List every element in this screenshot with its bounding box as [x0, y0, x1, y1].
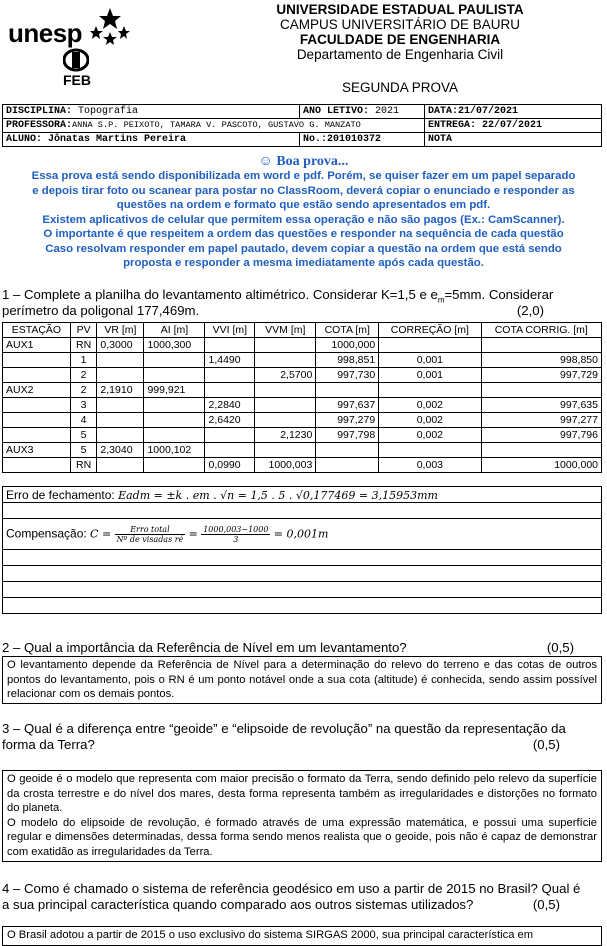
table-cell [205, 338, 255, 353]
table-cell: 3 [70, 398, 97, 413]
table-cell [97, 413, 144, 428]
col-correcao: CORREÇÃO [m] [379, 323, 481, 338]
table-cell: 999,921 [144, 383, 205, 398]
table-cell [144, 398, 205, 413]
blank-line [3, 566, 602, 582]
table-cell: 1000,300 [144, 338, 205, 353]
aluno-cell: ALUNO: Jônatas Martins Pereira [3, 133, 300, 147]
notice-line-2: e depois tirar foto ou scanear para postar no ClassRoom, deverá copiar o enunciado e responder as [32, 184, 575, 197]
table-cell: 0,3000 [97, 338, 144, 353]
blank-line [3, 582, 602, 598]
table-cell: 998,851 [316, 353, 379, 368]
table-row [3, 458, 602, 473]
q3-text-line-2: forma da Terra? (0,5) [2, 737, 560, 752]
table-cell: 2,6420 [205, 413, 255, 428]
table-cell [205, 443, 255, 458]
table-cell: RN [70, 338, 97, 353]
blank-line [3, 503, 602, 519]
table-cell: 1 [70, 353, 97, 368]
q2-text: 2 – Qual a importância da Referência de Nível em um levantamento? (0,5) [2, 640, 574, 655]
table-cell [255, 338, 316, 353]
faculty-name: FACULDADE DE ENGENHARIA [299, 32, 501, 47]
table-cell [144, 428, 205, 443]
table-cell: AUX3 [3, 443, 71, 458]
table-cell: 4 [70, 413, 97, 428]
q4-answer: O Brasil adotou a partir de 2015 o uso exclusivo do sistema SIRGAS 2000, sua principal característica em [2, 926, 602, 946]
closure-error-formula: Eadm = ±k . em . √n = 1,5 . 5 . √0,177469 = 3,15953mm [118, 488, 438, 502]
table-cell: 0,002 [379, 413, 481, 428]
table-cell: 2,2840 [205, 398, 255, 413]
student-info-table [2, 104, 602, 147]
col-cota-corrig: COTA CORRIG. [m] [481, 323, 601, 338]
table-cell [255, 353, 316, 368]
table-cell: 997,796 [481, 428, 601, 443]
feb-mark-icon [63, 48, 89, 72]
numero-cell: No.:201010372 [300, 133, 425, 147]
table-cell: 5 [70, 428, 97, 443]
notice-line-4: Existem aplicativos de celular que permitem essa operação e não são pagos (Ex.: CamScanner). [42, 213, 565, 226]
table-cell [379, 383, 481, 398]
exam-title: SEGUNDA PROVA [341, 80, 459, 95]
table-cell: 0,0990 [205, 458, 255, 473]
table-cell [316, 458, 379, 473]
table-cell [481, 338, 601, 353]
closure-error-box [2, 486, 602, 519]
table-row [3, 353, 602, 368]
disciplina-cell: DISCIPLINA: Topografia [3, 105, 300, 119]
table-cell: 2,1910 [97, 383, 144, 398]
table-cell: 1000,000 [481, 458, 601, 473]
table-cell: 997,730 [316, 368, 379, 383]
blank-line [3, 550, 602, 566]
table-cell [97, 353, 144, 368]
data-cell: DATA:21/07/2021 [425, 105, 602, 119]
table-cell [3, 368, 71, 383]
table-cell: 0,003 [379, 458, 481, 473]
table-cell: 997,729 [481, 368, 601, 383]
table-cell: 1000,003 [255, 458, 316, 473]
table-cell: 997,277 [481, 413, 601, 428]
q1-text-line-2: perímetro da poligonal 177,469m. (2,0) [2, 303, 544, 318]
table-cell [3, 398, 71, 413]
table-cell: 1000,102 [144, 443, 205, 458]
table-cell: 2,3040 [97, 443, 144, 458]
greeting: ☺ Boa prova... [258, 154, 349, 169]
table-cell: 2 [70, 383, 97, 398]
table-cell: 997,637 [316, 398, 379, 413]
table-cell [255, 398, 316, 413]
table-cell [3, 413, 71, 428]
table-cell [255, 443, 316, 458]
table-cell: RN [70, 458, 97, 473]
table-cell [97, 398, 144, 413]
q2-answer: O levantamento depende da Referência de Nível para a determinação do relevo do terreno e das cotas de outros pontos do levantamento, pois o RN é um ponto notável onde a sua cota (altitude) é conhecida, sendo assim possível relacionar com os demais pontos. [2, 656, 602, 704]
table-cell [255, 383, 316, 398]
table-cell: 0,002 [379, 398, 481, 413]
compensation-fraction-1: $\frac{\text{Erro total}}{\text{Nº de visadas ré}}$ [116, 524, 184, 544]
q3-text-line-1: 3 – Qual é a diferença entre “geoide” e “elipsoide de revolução” na questão da representação da [2, 721, 566, 736]
table-cell: 1000,000 [316, 338, 379, 353]
table-row [3, 398, 602, 413]
table-cell [144, 413, 205, 428]
level-survey-table [2, 322, 602, 473]
table-row [3, 368, 602, 383]
table-cell [205, 368, 255, 383]
col-vvi: VVI [m] [205, 323, 255, 338]
ano-cell: ANO LETIVO: 2021 [300, 105, 425, 119]
unesp-stars-logo [90, 6, 130, 50]
table-cell [144, 458, 205, 473]
unesp-logo: unesp [8, 18, 83, 48]
university-name: UNIVERSIDADE ESTADUAL PAULISTA [276, 2, 524, 17]
table-cell: 1,4490 [205, 353, 255, 368]
table-cell: 2,1230 [255, 428, 316, 443]
col-ai: AI [m] [144, 323, 205, 338]
professora-cell: PROFESSORA:ANNA S.P. PEIXOTO, TAMARA V. PASCOTO, GUSTAVO G. MANZATO [3, 119, 425, 133]
department-name: Departamento de Engenharia Civil [296, 47, 504, 62]
level-table-header [3, 323, 602, 338]
table-cell [316, 383, 379, 398]
table-cell [144, 368, 205, 383]
table-row [3, 413, 602, 428]
table-cell [97, 458, 144, 473]
table-cell [97, 428, 144, 443]
campus-name: CAMPUS UNIVERSITÁRIO DE BAURU [279, 17, 521, 32]
feb-logo-text: FEB [63, 72, 91, 88]
table-cell [379, 443, 481, 458]
table-cell: 2,5700 [255, 368, 316, 383]
col-estacao: ESTAÇÃO [3, 323, 71, 338]
notice-line-5: O importante é que respeitem a ordem das questões e responder na sequência de cada questão [43, 228, 564, 240]
table-cell: AUX1 [3, 338, 71, 353]
table-cell: 998,850 [481, 353, 601, 368]
q4-text-line-2: a sua principal característica quando comparado aos outros sistemas utilizados? (0,5) [2, 897, 560, 912]
table-cell: 0,002 [379, 428, 481, 443]
table-cell [3, 428, 71, 443]
q4-text-line-1: 4 – Como é chamado o sistema de referência geodésico em uso a partir de 2015 no Brasil? Qual é [2, 881, 581, 896]
table-cell: 997,635 [481, 398, 601, 413]
table-cell: 997,279 [316, 413, 379, 428]
col-pv: PV [70, 323, 97, 338]
table-cell: 0,001 [379, 368, 481, 383]
table-cell [205, 428, 255, 443]
table-row [3, 338, 602, 353]
table-cell: 997,798 [316, 428, 379, 443]
q1-text-line-1: 1 – Complete a planilha do levantamento altimétrico. Considerar K=1,5 e $e_m=5mm$. Considerar [2, 287, 554, 305]
closure-error-line: Erro de fechamento: Eadm = ±k . em . √n = 1,5 . 5 . √0,177469 = 3,15953mm [3, 487, 602, 503]
entrega-cell: ENTREGA: 22/07/2021 [425, 119, 602, 133]
nota-cell: NOTA [425, 133, 602, 147]
table-cell [255, 413, 316, 428]
compensation-line: Compensação: C = $\frac{\text{Erro total}}{\text{Nº de visadas ré}}$ = $\frac{1000,003-1000}{3}$ = 0,001m [3, 519, 602, 550]
table-cell [3, 353, 71, 368]
table-cell [481, 443, 601, 458]
notice-line-7: proposta e responder a mesma imediatamente após cada questão. [123, 257, 484, 269]
notice-line-1: Essa prova está sendo disponibilizada em word e pdf. Porém, se quiser fazer em um papel separado [31, 170, 576, 182]
table-cell [3, 458, 71, 473]
table-cell: AUX2 [3, 383, 71, 398]
table-cell: 5 [70, 443, 97, 458]
table-cell [316, 443, 379, 458]
table-cell [144, 353, 205, 368]
q3-answer: O geoide é o modelo que representa com maior precisão o formato da Terra, sendo definido pelo relevo da superfície da crosta terrestre e do nível dos mares, desta forma representa também as irregularidades e distorções no formato do planeta. O modelo do elipsoide de revolução, é formado através de uma expressão matemática, e possui uma superfície regular e dimensões determinadas, dessa forma sendo menos realista que o geoide, pois não é capaz de demonstrar com exatidão as irregularidades da Terra. [2, 770, 602, 862]
notice-line-3: questões na ordem e formato que estão sendo apresentados em pdf. [116, 199, 491, 211]
table-cell: 2 [70, 368, 97, 383]
table-cell [205, 383, 255, 398]
compensation-box [2, 518, 602, 614]
table-row [3, 428, 602, 443]
table-cell [481, 383, 601, 398]
table-cell [97, 368, 144, 383]
col-vvm: VVM [m] [255, 323, 316, 338]
table-cell: 0,001 [379, 353, 481, 368]
col-cota: COTA [m] [316, 323, 379, 338]
col-vr: VR [m] [97, 323, 144, 338]
notice-line-6: Caso resolvam responder em papel pautado, devem copiar a questão na ordem que está sendo [45, 242, 562, 255]
blank-line [3, 598, 602, 614]
table-cell [379, 338, 481, 353]
compensation-fraction-2: $\frac{1000,003-1000}{3}$ [203, 524, 269, 544]
table-row [3, 383, 602, 398]
table-row [3, 443, 602, 458]
